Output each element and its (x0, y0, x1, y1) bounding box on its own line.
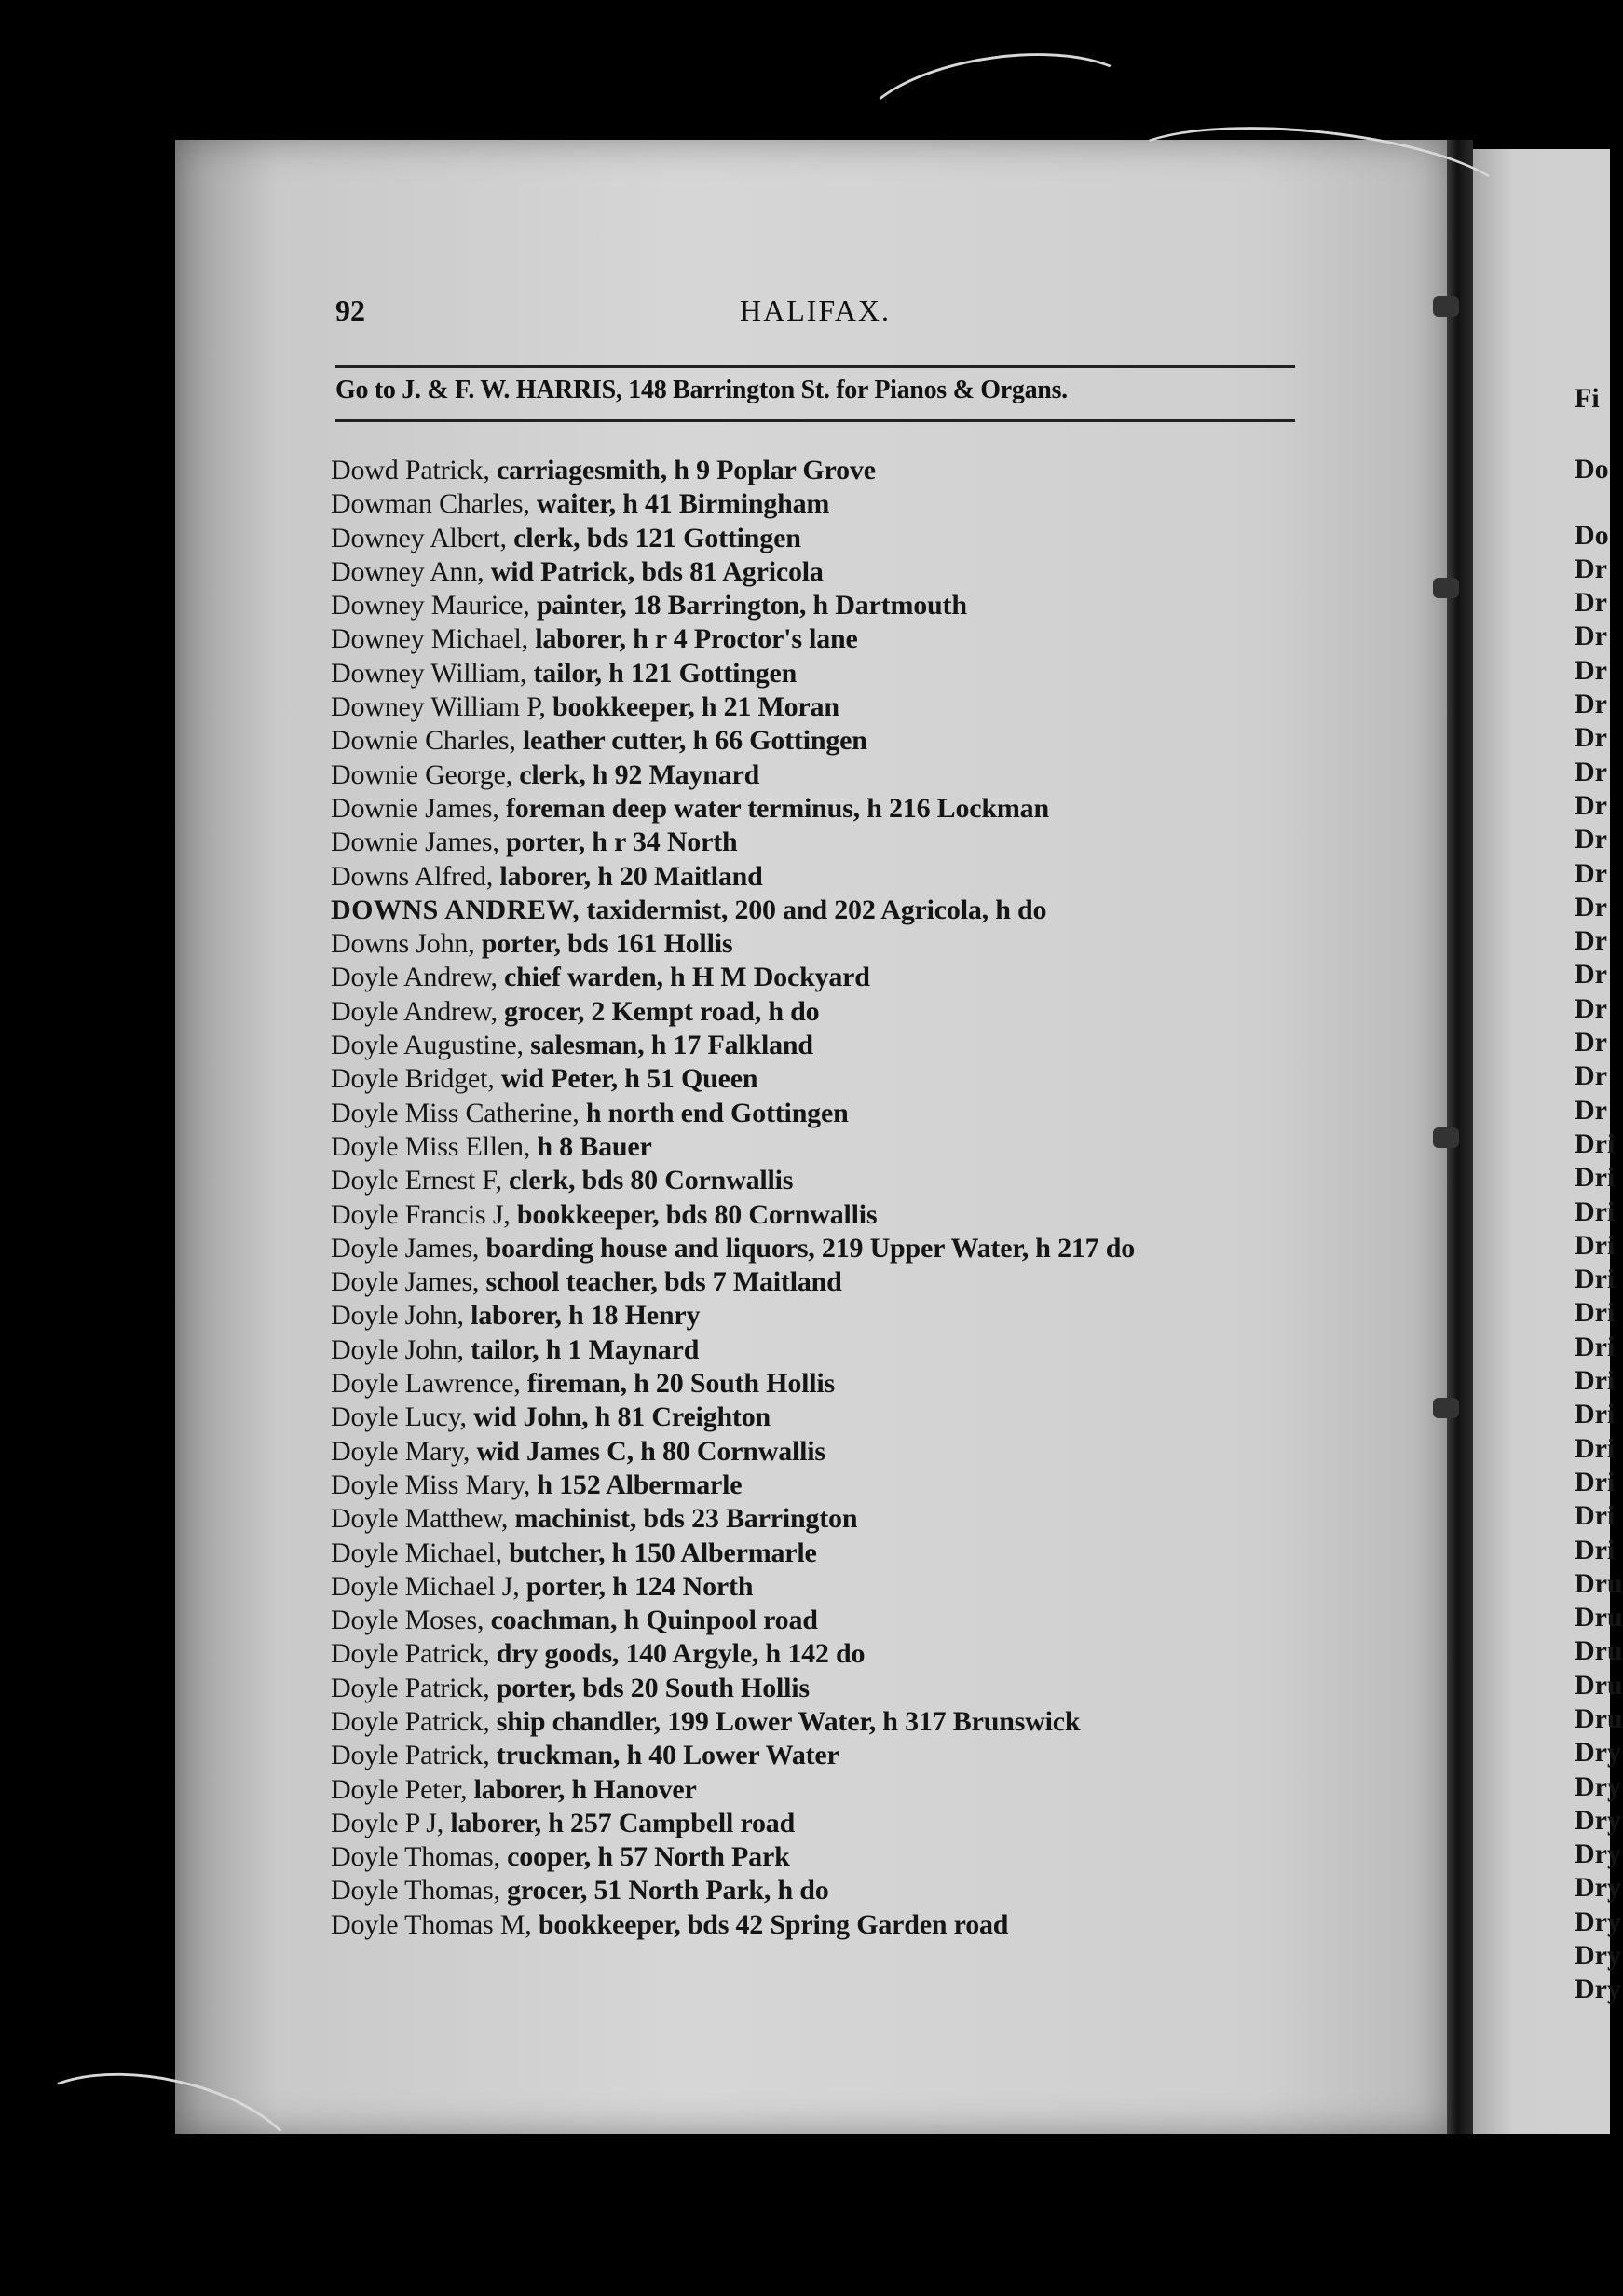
directory-entry (331, 1773, 1393, 1807)
running-head: HALIFAX. (739, 294, 892, 327)
facing-page-fragment: Dr (1575, 621, 1607, 652)
entry-details: wid Patrick, bds 81 Agricola (484, 555, 824, 587)
header-rule-top (335, 365, 1295, 368)
binding-stitch (1433, 578, 1459, 598)
entry-details: clerk, h 92 Maynard (511, 758, 760, 790)
entry-name: Downie George, (331, 758, 512, 790)
facing-page-fragment: Dr (1575, 1027, 1607, 1059)
directory-entry (331, 1097, 1393, 1130)
entry-name: Doyle Thomas M, (331, 1908, 532, 1940)
header-rule-bottom (335, 419, 1295, 422)
facing-page-fragment: Dri (1575, 1399, 1616, 1430)
entry-details: painter, 18 Barrington, h Dartmouth (529, 590, 967, 622)
entry-details: ship chandler, 199 Lower Water, h 317 Brunswick (489, 1705, 1081, 1737)
directory-entry (331, 1908, 1393, 1942)
entry-name: Downey Maurice, (331, 590, 530, 622)
directory-entry (331, 961, 1393, 994)
entry-name: Doyle James, (331, 1266, 480, 1298)
facing-page-fragment: Dru (1575, 1635, 1623, 1667)
entry-details: foreman deep water terminus, h 216 Lockman (498, 792, 1049, 824)
entry-details: porter, bds 161 Hollis (474, 928, 733, 960)
entry-details: clerk, bds 121 Gottingen (506, 522, 801, 554)
entry-name: Doyle Patrick, (331, 1740, 490, 1771)
entry-details: laborer, h 18 Henry (463, 1300, 701, 1332)
facing-page-fragment: Dry (1575, 1838, 1621, 1870)
facing-page-fragment: Dr (1575, 857, 1607, 889)
directory-entry (331, 792, 1393, 826)
directory-entry (331, 1435, 1393, 1469)
directory-entry (331, 1198, 1393, 1232)
directory-entry (331, 1807, 1393, 1840)
facing-page-fragment: Dr (1575, 553, 1607, 584)
facing-page-fragment: Dr (1575, 654, 1607, 686)
entry-details: bookkeeper, bds 80 Cornwallis (510, 1198, 878, 1230)
entry-name: Doyle Francis J, (331, 1198, 511, 1230)
directory-entry (331, 1705, 1393, 1739)
facing-page-fragment: Dri (1575, 1196, 1616, 1227)
facing-page-fragment: Dry (1575, 1940, 1621, 1972)
directory-entry (331, 1874, 1393, 1907)
facing-page-fragment: Dr (1575, 1060, 1607, 1092)
entry-name: Doyle Thomas, (331, 1875, 500, 1906)
entry-name: Downey Ann, (331, 555, 484, 587)
facing-page-fragment: Dri (1575, 1162, 1616, 1194)
directory-entry (331, 1265, 1393, 1299)
facing-page-fragment: Dr (1575, 689, 1607, 720)
entry-name: Downey Michael, (331, 623, 528, 655)
facing-page-fragment: Dr (1575, 789, 1607, 821)
entry-details: salesman, h 17 Falkland (523, 1030, 813, 1061)
directory-entry (331, 1401, 1393, 1434)
entry-details: grocer, 51 North Park, h do (499, 1875, 829, 1906)
entry-name: Doyle Michael J, (331, 1570, 520, 1602)
directory-entry (331, 1130, 1393, 1164)
facing-page-fragment: Dry (1575, 1737, 1621, 1769)
entry-details: laborer, h Hanover (467, 1773, 697, 1805)
entry-name: Doyle P J, (331, 1807, 444, 1838)
facing-page-fragment: Dru (1575, 1702, 1623, 1734)
entry-details: wid John, h 81 Creighton (466, 1401, 771, 1433)
entry-details: leather cutter, h 66 Gottingen (515, 725, 867, 757)
entry-details: tailor, h 1 Maynard (463, 1333, 700, 1365)
entry-name: DOWNS ANDREW, (331, 894, 580, 925)
entry-details: coachman, h Quinpool road (484, 1605, 818, 1636)
entry-name: Downie James, (331, 827, 499, 858)
directory-entry (331, 589, 1393, 622)
entry-details: porter, h 124 North (519, 1570, 754, 1602)
directory-entry (331, 1164, 1393, 1197)
entry-details: porter, h r 34 North (498, 827, 738, 858)
binding-stitch (1433, 1398, 1459, 1418)
entry-name: Dowman Charles, (331, 488, 530, 520)
entry-name: Doyle Thomas, (331, 1841, 500, 1873)
entry-name: Doyle James, (331, 1232, 480, 1264)
facing-page-fragment: Dri (1575, 1128, 1616, 1159)
directory-entry (331, 1537, 1393, 1570)
entry-details: clerk, bds 80 Cornwallis (501, 1165, 794, 1196)
directory-entry (331, 1333, 1393, 1367)
facing-page-fragment: Dry (1575, 1804, 1621, 1836)
facing-page-fragment: Do (1575, 519, 1609, 551)
entry-details: truckman, h 40 Lower Water (489, 1740, 839, 1771)
facing-page-fragment: Dr (1575, 1094, 1607, 1126)
facing-page-fragment: Do (1575, 454, 1609, 485)
directory-entry (331, 1570, 1393, 1604)
directory-entry (331, 1739, 1393, 1772)
directory-entry (331, 1062, 1393, 1096)
entry-details: grocer, 2 Kempt road, h do (497, 995, 820, 1027)
facing-page-fragment: Dri (1575, 1264, 1616, 1295)
entry-name: Downie Charles, (331, 725, 516, 757)
directory-entry (331, 995, 1393, 1029)
entry-name: Doyle John, (331, 1333, 464, 1365)
entry-details: waiter, h 41 Birmingham (529, 488, 830, 520)
facing-page-fragment: Dru (1575, 1602, 1623, 1633)
entry-name: Doyle Lawrence, (331, 1368, 521, 1400)
entry-details: porter, bds 20 South Hollis (489, 1672, 810, 1703)
entry-name: Doyle Mary, (331, 1435, 471, 1467)
directory-entry (331, 657, 1393, 690)
directory-entry (331, 826, 1393, 859)
facing-page-fragment: Dri (1575, 1432, 1616, 1464)
directory-entry (331, 622, 1393, 656)
advertisement-line: Go to J. & F. W. HARRIS, 148 Barrington St. for Pianos & Organs. (335, 376, 1068, 404)
facing-page-fragment: Dri (1575, 1466, 1616, 1497)
entry-name: Doyle Miss Catherine, (331, 1097, 580, 1128)
entry-details: h north end Gottingen (579, 1097, 849, 1128)
entry-name: Doyle Andrew, (331, 995, 498, 1027)
entry-name: Doyle Ernest F, (331, 1165, 502, 1196)
facing-page-fragment: Dri (1575, 1331, 1616, 1362)
entry-details: cooper, h 57 North Park (499, 1841, 790, 1873)
facing-page-fragment: Dr (1575, 891, 1607, 922)
entry-details: laborer, h 257 Campbell road (443, 1807, 796, 1838)
directory-entry (331, 1672, 1393, 1705)
entry-details: dry goods, 140 Argyle, h 142 do (489, 1638, 866, 1670)
entry-name: Dowd Patrick, (331, 455, 490, 485)
directory-entry (331, 724, 1393, 758)
facing-page-fragment: Dry (1575, 1872, 1621, 1904)
facing-page-fragment: Dri (1575, 1365, 1616, 1397)
directory-entry (331, 487, 1393, 521)
entry-name: Doyle Lucy, (331, 1401, 467, 1433)
directory-entry (331, 1299, 1393, 1332)
entry-details: wid James C, h 80 Cornwallis (470, 1435, 825, 1467)
entry-name: Doyle Augustine, (331, 1030, 524, 1061)
directory-entry (331, 1469, 1393, 1502)
directory-entry (331, 1604, 1393, 1637)
entry-name: Doyle Bridget, (331, 1063, 495, 1095)
facing-page-fragment: Dru (1575, 1567, 1623, 1599)
facing-page-fragment: Fi (1575, 383, 1600, 414)
entry-details: taxidermist, 200 and 202 Agricola, h do (580, 894, 1047, 925)
binding-stitch (1433, 296, 1459, 317)
entry-details: chief warden, h H M Dockyard (497, 962, 870, 993)
directory-entry (331, 1502, 1393, 1536)
directory-entries (331, 454, 1393, 1942)
entry-details: carriagesmith, h 9 Poplar Grove (489, 455, 876, 485)
directory-entry (331, 927, 1393, 961)
directory-entry (331, 690, 1393, 724)
facing-page-fragment: Dry (1575, 1770, 1621, 1802)
directory-entry (331, 860, 1393, 894)
facing-page-fragment: Dri (1575, 1534, 1616, 1565)
entry-name: Doyle Patrick, (331, 1705, 490, 1737)
entry-details: tailor, h 121 Gottingen (526, 657, 798, 689)
page-header (335, 294, 1295, 331)
entry-name: Doyle John, (331, 1300, 464, 1332)
facing-page-fragment: Dry (1575, 1906, 1621, 1937)
entry-details: boarding house and liquors, 219 Upper Water, h 217 do (479, 1232, 1136, 1264)
entry-name: Doyle Andrew, (331, 962, 498, 993)
entry-name: Downey William P, (331, 691, 546, 723)
facing-page-fragment: Dr (1575, 959, 1607, 991)
entry-details: h 152 Albermarle (530, 1469, 743, 1500)
directory-entry (331, 1029, 1393, 1062)
directory-entry (331, 555, 1393, 589)
entry-details: laborer, h 20 Maitland (493, 860, 763, 892)
entry-name: Doyle Patrick, (331, 1672, 490, 1703)
entry-details: wid Peter, h 51 Queen (494, 1063, 758, 1095)
entry-name: Doyle Peter, (331, 1773, 468, 1805)
directory-entry (331, 1367, 1393, 1401)
binding-stitch (1433, 1128, 1459, 1148)
directory-entry (331, 1637, 1393, 1671)
facing-page-fragment: Dri (1575, 1500, 1616, 1532)
entry-name: Doyle Miss Mary, (331, 1469, 531, 1500)
entry-name: Doyle Patrick, (331, 1638, 490, 1670)
facing-page-fragment: Dr (1575, 722, 1607, 754)
facing-page-fragment: Dr (1575, 587, 1607, 619)
facing-page-fragment: Dry (1575, 1974, 1621, 2005)
entry-details: h 8 Bauer (530, 1130, 652, 1162)
directory-entry (331, 758, 1393, 792)
facing-page-fragments (1575, 382, 1623, 2007)
entry-details: machinist, bds 23 Barrington (508, 1503, 858, 1535)
entry-details: laborer, h r 4 Proctor's lane (527, 623, 858, 655)
facing-page-fragment: Dr (1575, 925, 1607, 957)
entry-name: Doyle Matthew, (331, 1503, 509, 1535)
directory-entry (331, 894, 1393, 927)
entry-name: Downey William, (331, 657, 527, 689)
facing-page-fragment: Dri (1575, 1229, 1616, 1261)
directory-entry (331, 522, 1393, 555)
entry-name: Doyle Moses, (331, 1605, 484, 1636)
entry-details: butcher, h 150 Albermarle (501, 1537, 817, 1568)
entry-name: Downie James, (331, 792, 499, 824)
facing-page-fragment: Dr (1575, 824, 1607, 855)
entry-name: Doyle Miss Ellen, (331, 1130, 531, 1162)
facing-page-fragment: Dru (1575, 1669, 1623, 1701)
entry-details: bookkeeper, h 21 Moran (545, 691, 839, 723)
page-number: 92 (335, 294, 365, 327)
entry-details: bookkeeper, bds 42 Spring Garden road (531, 1908, 1009, 1940)
entry-details: fireman, h 20 South Hollis (520, 1368, 835, 1400)
facing-page-fragment: Dri (1575, 1297, 1616, 1329)
entry-name: Doyle Michael, (331, 1537, 502, 1568)
entry-name: Downs John, (331, 928, 475, 960)
entry-details: school teacher, bds 7 Maitland (479, 1266, 842, 1298)
facing-page-fragment: Dr (1575, 756, 1607, 787)
directory-entry (331, 1232, 1393, 1265)
directory-entry (331, 454, 1393, 487)
entry-name: Downs Alfred, (331, 860, 494, 892)
facing-page-fragment: Dr (1575, 992, 1607, 1024)
entry-name: Downey Albert, (331, 522, 507, 554)
directory-entry (331, 1840, 1393, 1874)
